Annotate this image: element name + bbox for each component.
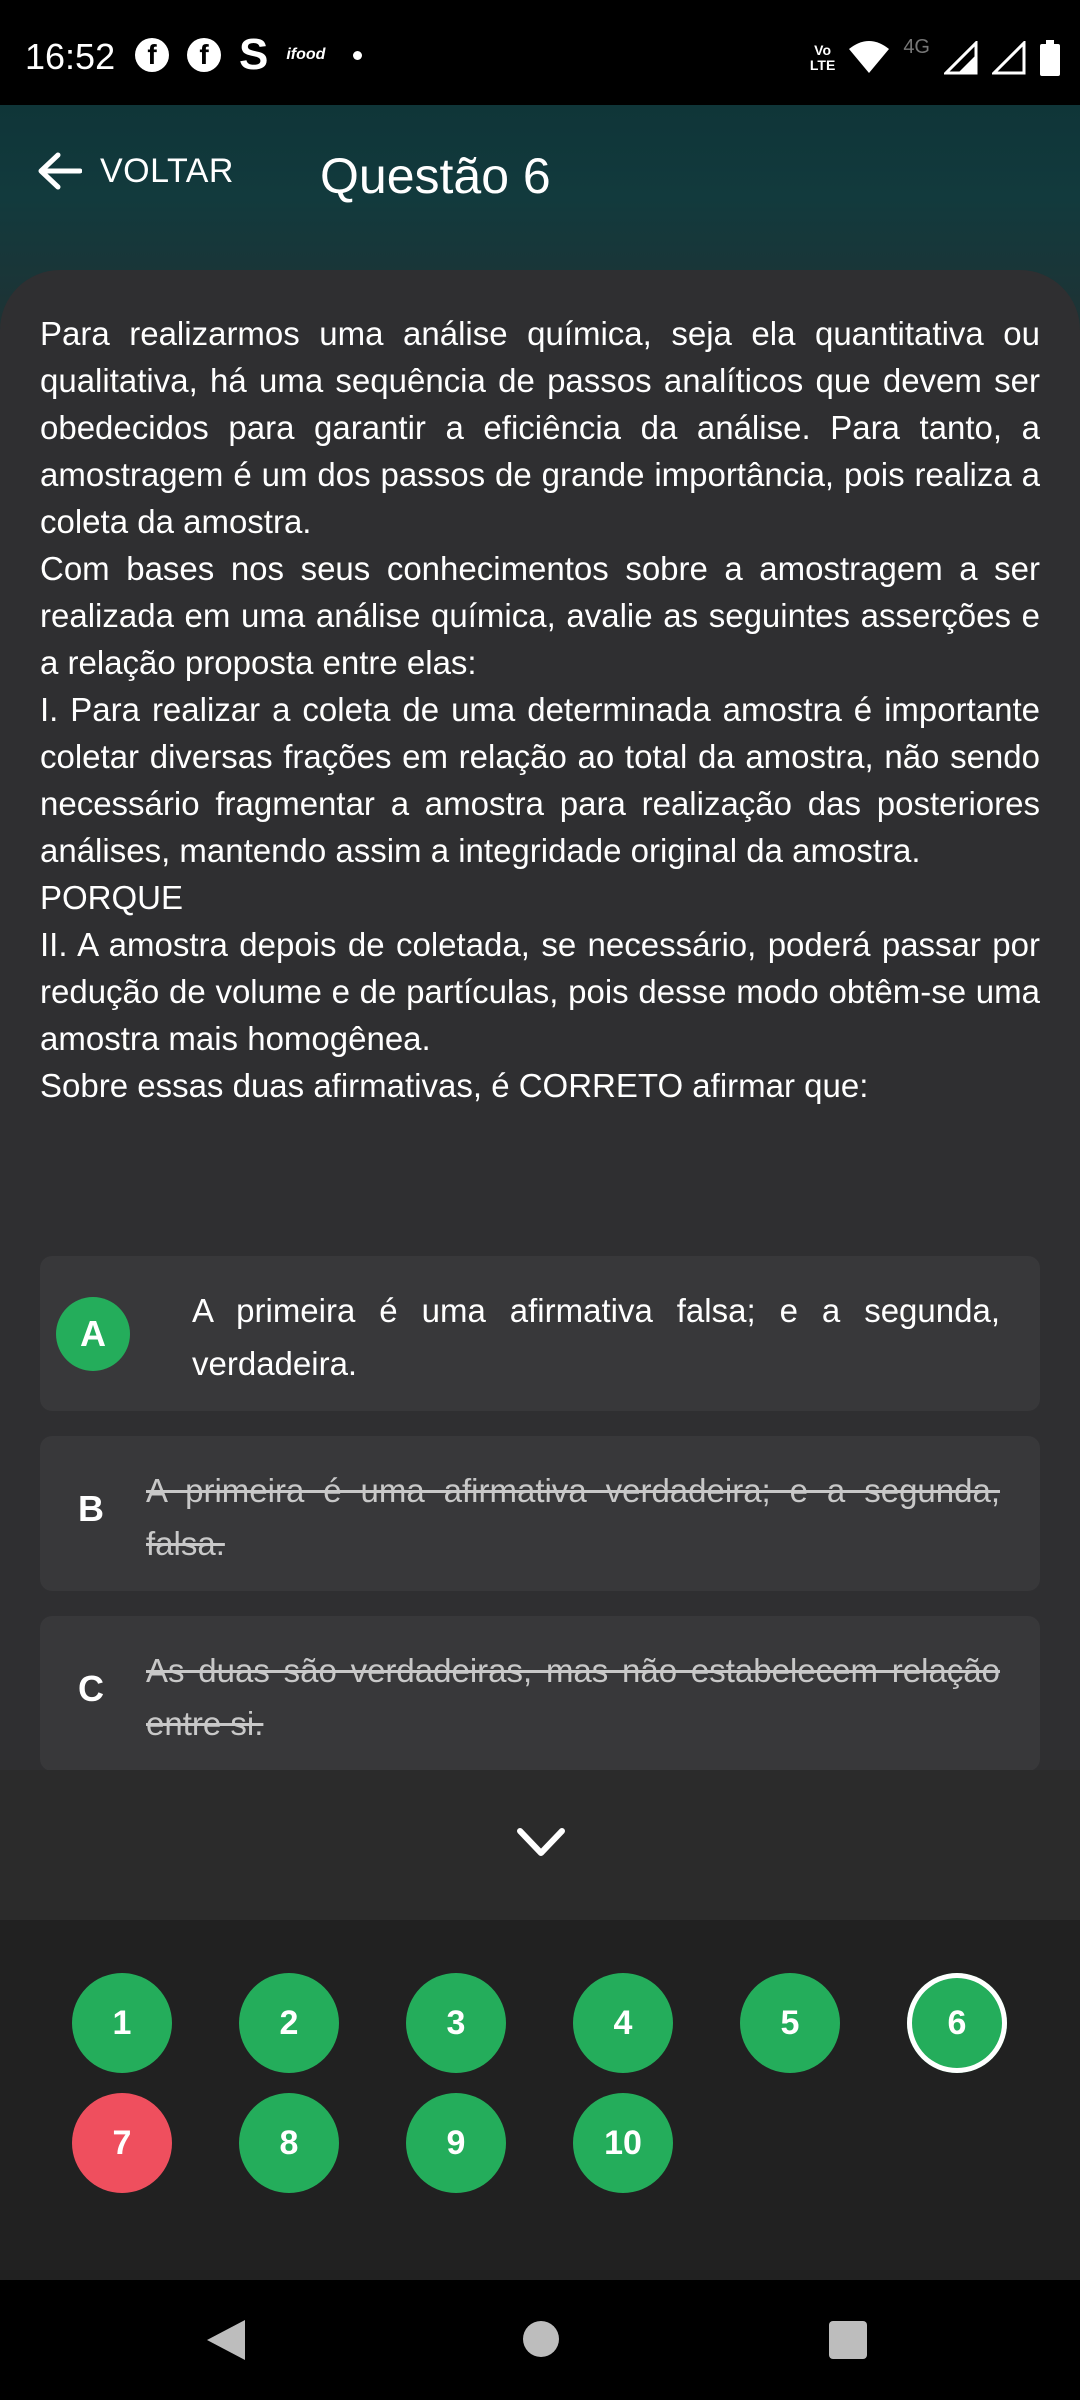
chevron-down-icon	[516, 1825, 566, 1859]
question-paragraph: Para realizarmos uma análise química, seja ela quantitativa ou qualitativa, há uma sequência de passos analíticos que devem ser obedecidos para garantir a eficiência da análise. Para tanto, a amostragem é um dos passos de grande importância, pois realiza a coleta da amostra.	[40, 315, 1040, 540]
question-number-button[interactable]: 7	[72, 2093, 172, 2193]
question-card	[0, 270, 1080, 1770]
status-bar	[0, 0, 1080, 105]
question-paragraph: II. A amostra depois de coletada, se necessário, poderá passar por redução de volume e de partículas, pois desse modo obtêm-se uma amostra mais homogênea.	[40, 926, 1040, 1057]
question-paragraph: I. Para realizar a coleta de uma determinada amostra é importante coletar diversas frações em relação ao total da amostra, não sendo necessário fragmentar a amostra para realização das posteriores análises, mantendo assim a integridade original da amostra.	[40, 691, 1040, 869]
system-icons	[810, 36, 1060, 79]
volte-icon: Vo LTE	[809, 41, 836, 73]
system-navigation-bar	[0, 2280, 1080, 2400]
option-a[interactable]	[40, 1256, 1040, 1411]
question-number-button[interactable]: 1	[72, 1973, 172, 2073]
question-number-button[interactable]: 2	[239, 1973, 339, 2073]
nav-home-icon[interactable]	[523, 2321, 559, 2357]
question-paragraph: PORQUE	[40, 879, 184, 916]
question-number-button[interactable]: 4	[573, 1973, 673, 2073]
question-number-button[interactable]: 3	[406, 1973, 506, 2073]
question-navigator	[0, 1770, 1080, 2280]
option-letter: C	[78, 1668, 104, 1709]
option-letter-badge: A	[56, 1297, 130, 1371]
collapse-panel-button[interactable]	[0, 1770, 1080, 1920]
arrow-left-icon	[36, 151, 82, 191]
option-text: A primeira é uma afirmativa verdadeira; e a segunda, falsa.	[146, 1472, 1000, 1562]
question-paragraph: Sobre essas duas afirmativas, é CORRETO afirmar que:	[40, 1067, 869, 1104]
option-letter: B	[78, 1488, 104, 1529]
ifood-icon: ifood	[286, 46, 326, 63]
s-app-icon: S	[239, 30, 269, 79]
option-text: A primeira é uma afirmativa falsa; e a segunda, verdadeira.	[192, 1292, 1000, 1382]
notification-icons	[135, 30, 362, 79]
wifi-icon	[849, 41, 889, 75]
question-number-button[interactable]: 9	[406, 2093, 506, 2193]
question-number-button[interactable]: 8	[239, 2093, 339, 2193]
nav-back-icon[interactable]	[205, 2318, 247, 2362]
back-button[interactable]	[36, 151, 234, 191]
network-type-label: 4G	[903, 36, 930, 58]
nav-recents-icon[interactable]	[829, 2321, 867, 2359]
facebook-icon: f	[135, 38, 169, 72]
page-title: Questão 6	[320, 148, 551, 204]
option-c[interactable]	[40, 1616, 1040, 1771]
signal-icon	[992, 41, 1026, 75]
question-number-button[interactable]: 5	[740, 1973, 840, 2073]
question-text	[40, 310, 1040, 1109]
back-label: VOLTAR	[100, 151, 234, 190]
dot-icon	[353, 51, 362, 60]
question-paragraph: Com bases nos seus conhecimentos sobre a amostragem a ser realizada em uma análise química, avalie as seguintes asserções e a relação proposta entre elas:	[40, 550, 1040, 681]
question-number-button[interactable]: 10	[573, 2093, 673, 2193]
status-time: 16:52	[25, 36, 116, 77]
facebook-icon: f	[187, 38, 221, 72]
battery-icon	[1040, 40, 1060, 76]
option-b[interactable]	[40, 1436, 1040, 1591]
question-number-button-current[interactable]: 6	[907, 1973, 1007, 2073]
signal-icon	[944, 41, 978, 75]
option-text: As duas são verdadeiras, mas não estabelecem relação entre si.	[146, 1652, 1000, 1742]
